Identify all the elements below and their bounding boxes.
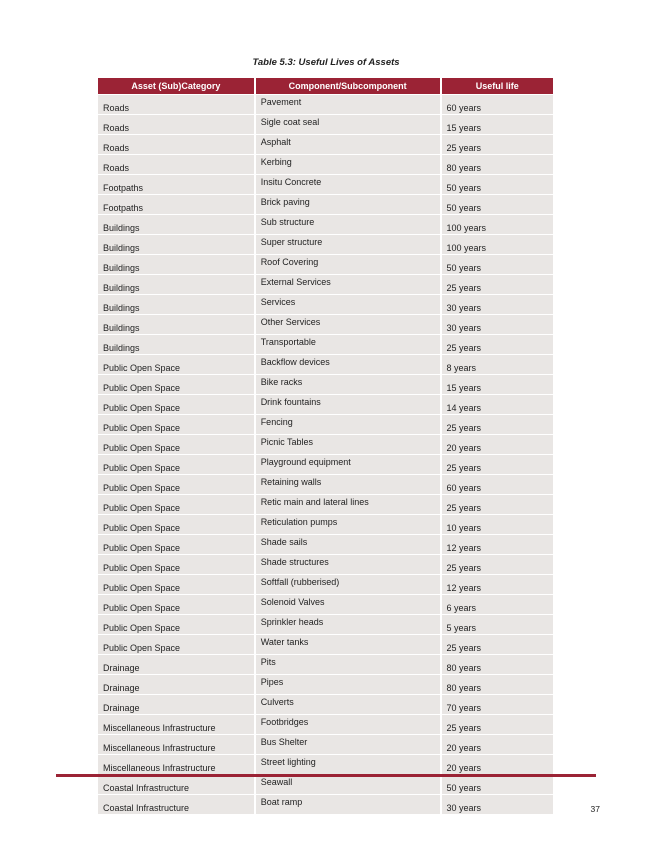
- asset-category-cell: Public Open Space: [98, 475, 256, 495]
- asset-category-cell: Public Open Space: [98, 555, 256, 575]
- useful-life-cell: 25 years: [442, 135, 554, 155]
- useful-life-cell: 70 years: [442, 695, 554, 715]
- table-row: [98, 255, 553, 275]
- page-number: 37: [590, 804, 600, 814]
- asset-category-cell: Public Open Space: [98, 495, 256, 515]
- asset-category-cell: Drainage: [98, 675, 256, 695]
- useful-life-cell: 25 years: [442, 335, 554, 355]
- component-cell: Shade sails: [256, 535, 442, 555]
- useful-life-cell: 50 years: [442, 255, 554, 275]
- useful-life-cell: 60 years: [442, 475, 554, 495]
- component-cell: Bus Shelter: [256, 735, 442, 755]
- useful-life-cell: 5 years: [442, 615, 554, 635]
- component-cell: Water tanks: [256, 635, 442, 655]
- table-row: [98, 735, 553, 755]
- asset-category-cell: Public Open Space: [98, 535, 256, 555]
- component-cell: Brick paving: [256, 195, 442, 215]
- table-row: [98, 395, 553, 415]
- asset-category-cell: Buildings: [98, 315, 256, 335]
- component-cell: Kerbing: [256, 155, 442, 175]
- asset-category-cell: Roads: [98, 155, 256, 175]
- table-row: [98, 235, 553, 255]
- useful-life-cell: 50 years: [442, 775, 554, 795]
- useful-life-cell: 12 years: [442, 535, 554, 555]
- table-row: [98, 335, 553, 355]
- useful-life-cell: 50 years: [442, 175, 554, 195]
- table-row: [98, 655, 553, 675]
- column-header-useful-life: Useful life: [442, 78, 554, 95]
- table-row: [98, 555, 553, 575]
- component-cell: External Services: [256, 275, 442, 295]
- asset-category-cell: Public Open Space: [98, 395, 256, 415]
- asset-category-cell: Buildings: [98, 335, 256, 355]
- component-cell: Shade structures: [256, 555, 442, 575]
- table-row: [98, 675, 553, 695]
- useful-life-cell: 12 years: [442, 575, 554, 595]
- table-row: [98, 615, 553, 635]
- table-row: [98, 135, 553, 155]
- table-caption: Table 5.3: Useful Lives of Assets: [252, 57, 400, 68]
- table-row: [98, 435, 553, 455]
- component-cell: Street lighting: [256, 755, 442, 775]
- useful-life-cell: 15 years: [442, 375, 554, 395]
- component-cell: Sigle coat seal: [256, 115, 442, 135]
- table-row: [98, 515, 553, 535]
- table-row: [98, 455, 553, 475]
- asset-category-cell: Roads: [98, 135, 256, 155]
- useful-life-cell: 25 years: [442, 555, 554, 575]
- component-cell: Roof Covering: [256, 255, 442, 275]
- table-row: [98, 415, 553, 435]
- asset-category-cell: Buildings: [98, 295, 256, 315]
- useful-life-cell: 20 years: [442, 755, 554, 775]
- component-cell: Other Services: [256, 315, 442, 335]
- asset-category-cell: Roads: [98, 95, 256, 115]
- useful-life-cell: 50 years: [442, 195, 554, 215]
- table-row: [98, 215, 553, 235]
- useful-life-cell: 25 years: [442, 455, 554, 475]
- table-row: [98, 535, 553, 555]
- component-cell: Pits: [256, 655, 442, 675]
- table-row: [98, 295, 553, 315]
- component-cell: Retic main and lateral lines: [256, 495, 442, 515]
- asset-category-cell: Buildings: [98, 275, 256, 295]
- useful-life-cell: 80 years: [442, 655, 554, 675]
- component-cell: Boat ramp: [256, 795, 442, 815]
- component-cell: Drink fountains: [256, 395, 442, 415]
- useful-life-cell: 60 years: [442, 95, 554, 115]
- asset-category-cell: Coastal Infrastructure: [98, 775, 256, 795]
- asset-category-cell: Public Open Space: [98, 435, 256, 455]
- table-row: [98, 475, 553, 495]
- column-header-component: Component/Subcomponent: [256, 78, 442, 95]
- useful-life-cell: 25 years: [442, 275, 554, 295]
- component-cell: Services: [256, 295, 442, 315]
- asset-category-cell: Buildings: [98, 255, 256, 275]
- component-cell: Sprinkler heads: [256, 615, 442, 635]
- table-row: [98, 315, 553, 335]
- table-row: [98, 95, 553, 115]
- component-cell: Pavement: [256, 95, 442, 115]
- asset-category-cell: Public Open Space: [98, 615, 256, 635]
- table-row: [98, 355, 553, 375]
- component-cell: Fencing: [256, 415, 442, 435]
- useful-life-cell: 80 years: [442, 155, 554, 175]
- table-row: [98, 715, 553, 735]
- asset-category-cell: Miscellaneous Infrastructure: [98, 715, 256, 735]
- column-header-asset-category: Asset (Sub)Category: [98, 78, 256, 95]
- table-row: [98, 155, 553, 175]
- asset-category-cell: Public Open Space: [98, 595, 256, 615]
- table-row: [98, 175, 553, 195]
- asset-category-cell: Miscellaneous Infrastructure: [98, 755, 256, 775]
- component-cell: Softfall (rubberised): [256, 575, 442, 595]
- asset-category-cell: Buildings: [98, 215, 256, 235]
- table-row: [98, 595, 553, 615]
- component-cell: Asphalt: [256, 135, 442, 155]
- table-row: [98, 275, 553, 295]
- table-row: [98, 495, 553, 515]
- component-cell: Reticulation pumps: [256, 515, 442, 535]
- table-row: [98, 575, 553, 595]
- table-row: [98, 695, 553, 715]
- asset-category-cell: Public Open Space: [98, 575, 256, 595]
- component-cell: Seawall: [256, 775, 442, 795]
- table-row: [98, 195, 553, 215]
- table-row: [98, 635, 553, 655]
- useful-life-cell: 20 years: [442, 735, 554, 755]
- useful-life-cell: 10 years: [442, 515, 554, 535]
- table-row: [98, 115, 553, 135]
- component-cell: Playground equipment: [256, 455, 442, 475]
- asset-category-cell: Buildings: [98, 235, 256, 255]
- component-cell: Footbridges: [256, 715, 442, 735]
- table-body: [98, 95, 553, 815]
- useful-life-cell: 30 years: [442, 295, 554, 315]
- useful-life-cell: 30 years: [442, 795, 554, 815]
- component-cell: Bike racks: [256, 375, 442, 395]
- useful-life-cell: 15 years: [442, 115, 554, 135]
- asset-category-cell: Roads: [98, 115, 256, 135]
- useful-life-cell: 100 years: [442, 215, 554, 235]
- asset-category-cell: Public Open Space: [98, 375, 256, 395]
- table-header-row: [98, 78, 553, 95]
- component-cell: Sub structure: [256, 215, 442, 235]
- useful-life-cell: 8 years: [442, 355, 554, 375]
- asset-category-cell: Miscellaneous Infrastructure: [98, 735, 256, 755]
- asset-category-cell: Footpaths: [98, 175, 256, 195]
- table-row: [98, 775, 553, 795]
- component-cell: Transportable: [256, 335, 442, 355]
- footer-rule: [56, 774, 596, 777]
- component-cell: Culverts: [256, 695, 442, 715]
- asset-category-cell: Public Open Space: [98, 635, 256, 655]
- useful-life-cell: 25 years: [442, 715, 554, 735]
- useful-life-cell: 25 years: [442, 415, 554, 435]
- asset-category-cell: Public Open Space: [98, 455, 256, 475]
- useful-life-cell: 100 years: [442, 235, 554, 255]
- useful-life-cell: 25 years: [442, 635, 554, 655]
- component-cell: Insitu Concrete: [256, 175, 442, 195]
- table-row: [98, 755, 553, 775]
- useful-life-cell: 14 years: [442, 395, 554, 415]
- asset-category-cell: Drainage: [98, 655, 256, 675]
- table-row: [98, 375, 553, 395]
- component-cell: Backflow devices: [256, 355, 442, 375]
- asset-category-cell: Footpaths: [98, 195, 256, 215]
- useful-life-cell: 6 years: [442, 595, 554, 615]
- component-cell: Solenoid Valves: [256, 595, 442, 615]
- useful-life-cell: 20 years: [442, 435, 554, 455]
- asset-category-cell: Public Open Space: [98, 355, 256, 375]
- asset-category-cell: Coastal Infrastructure: [98, 795, 256, 815]
- table-row: [98, 795, 553, 815]
- useful-lives-table: [98, 78, 553, 815]
- component-cell: Super structure: [256, 235, 442, 255]
- useful-life-cell: 30 years: [442, 315, 554, 335]
- component-cell: Pipes: [256, 675, 442, 695]
- asset-category-cell: Drainage: [98, 695, 256, 715]
- asset-category-cell: Public Open Space: [98, 515, 256, 535]
- useful-life-cell: 25 years: [442, 495, 554, 515]
- useful-life-cell: 80 years: [442, 675, 554, 695]
- component-cell: Picnic Tables: [256, 435, 442, 455]
- component-cell: Retaining walls: [256, 475, 442, 495]
- asset-category-cell: Public Open Space: [98, 415, 256, 435]
